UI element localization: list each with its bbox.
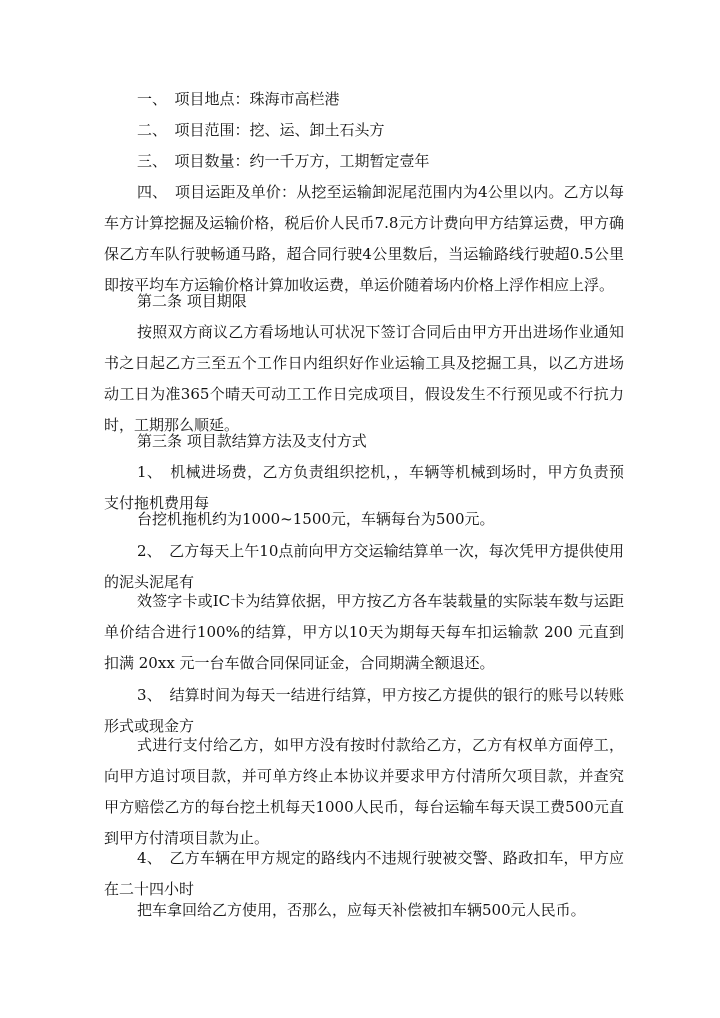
- clause-distance-price: 四、 项目运距及单价：从挖至运输卸泥尾范围内为4公里以内。乙方以每车方计算挖掘及运输价格，税后价人民币7.8元方计费向甲方结算运费，甲方确保乙方车队行驶畅通马路，超合同行驶4公里数后，当运输路线行驶超0.5公里即按平均车方运输价格计算加收运费，单运价随着场内价格上浮作相应上浮。: [104, 183, 624, 294]
- item-3-continuation: 式进行支付给乙方，如甲方没有按时付款给乙方，乙方有权单方面停工，向甲方追讨项目款，并可单方终止本协议并要求甲方付清所欠项目款，并查究甲方赔偿乙方的每台挖土机每天1000人民币，每台运输车每天误工费500元直到甲方付清项目款为止。: [104, 736, 624, 847]
- clause-quantity: 三、 项目数量：约一千万方，工期暂定壹年: [137, 152, 430, 170]
- item-2-continuation: 效签字卡或IC卡为结算依据，甲方按乙方各车装载量的实际装车数与运距单价结合进行100%的结算，甲方以10天为期每天每车扣运输款 200 元直到扣满 20xx 元一台车做合同保同证金，合同期满全额退还。: [104, 592, 624, 672]
- item-2-settlement: 2、 乙方每天上午10点前向甲方交运输结算单一次，每次凭甲方提供使用的泥头泥尾有: [104, 542, 624, 591]
- article-3-heading: 第三条 项目款结算方法及支付方式: [137, 432, 367, 450]
- item-4-vehicles: 4、 乙方车辆在甲方规定的路线内不违规行驶被交警、路政扣车，甲方应在二十四小时: [104, 849, 624, 898]
- item-1-continuation: 台挖机拖机约为1000~1500元，车辆每台为500元。: [137, 510, 495, 528]
- item-3-payment: 3、 结算时间为每天一结进行结算，甲方按乙方提供的银行的账号以转账形式或现金方: [104, 686, 624, 735]
- clause-scope: 二、 项目范围：挖、运、卸土石头方: [137, 121, 385, 139]
- article-2-body: 按照双方商议乙方看场地认可状况下签订合同后由甲方开出进场作业通知书之日起乙方三至五个工作日内组织好作业运输工具及挖掘工具，以乙方进场动工日为准365个晴天可动工工作日完成项目，假设发生不行预见或不行抗力时，工期那么顺延。: [104, 323, 624, 434]
- article-2-heading: 第二条 项目期限: [137, 292, 247, 310]
- item-4-continuation: 把车拿回给乙方使用，否那么，应每天补偿被扣车辆500元人民币。: [137, 901, 586, 919]
- item-1-mobilization: 1、 机械进场费，乙方负责组织挖机，，车辆等机械到场时，甲方负责预支付拖机费用每: [104, 463, 624, 512]
- clause-location: 一、 项目地点：珠海市高栏港: [137, 90, 340, 108]
